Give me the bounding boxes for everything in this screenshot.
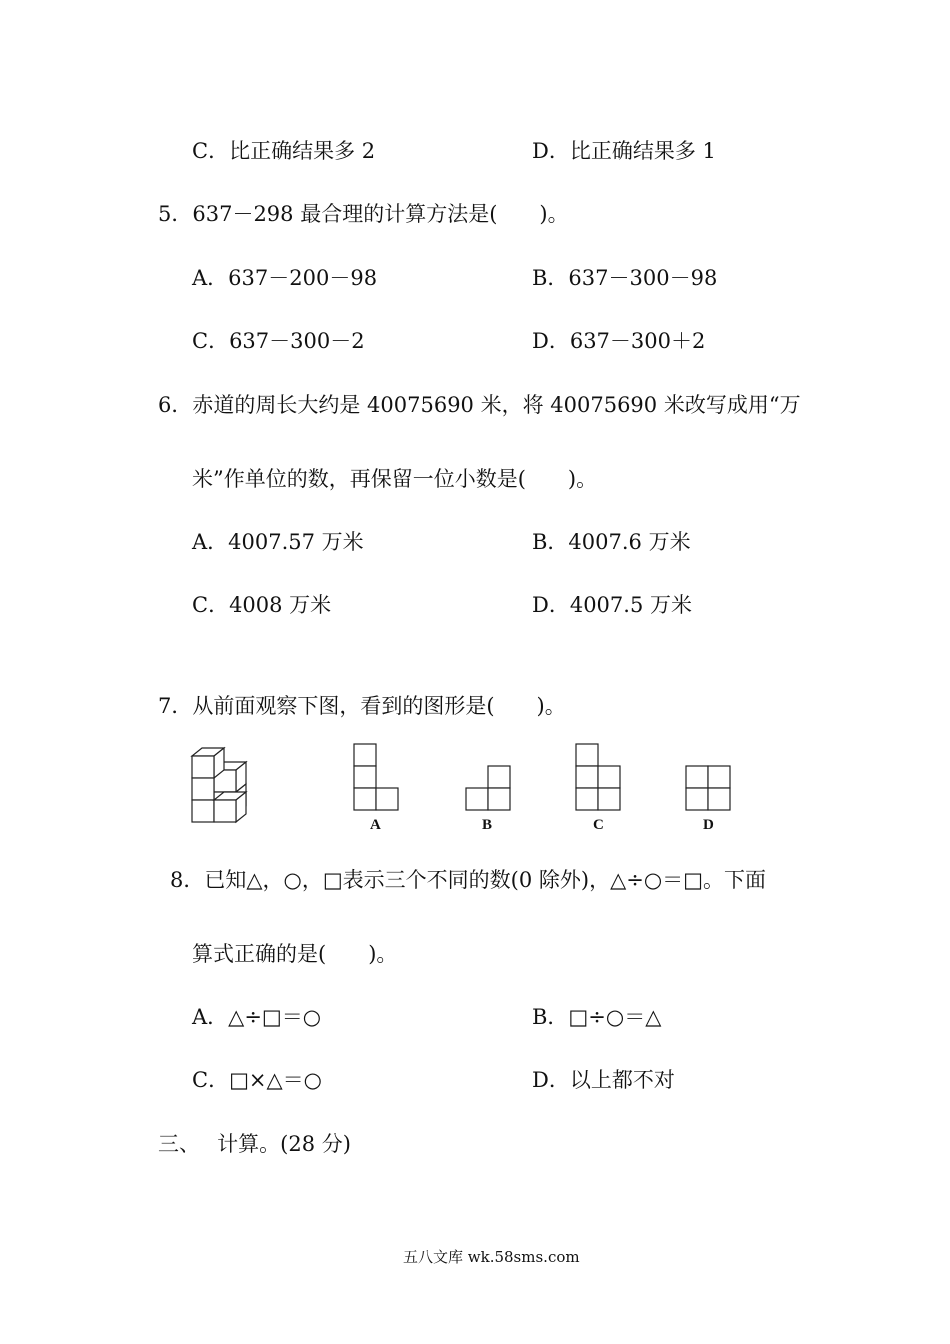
q7-label-d: D	[703, 817, 714, 833]
q8-stem-line2: 算式正确的是( )。	[192, 942, 398, 966]
q7-option-b-figure	[464, 764, 514, 812]
q6-option-d: D．4007.5 万米	[532, 593, 692, 617]
q7-stem: 7．从前面观察下图，看到的图形是( )。	[158, 694, 566, 718]
q7-option-a-figure	[352, 742, 402, 812]
q6-option-c: C．4008 万米	[192, 593, 332, 617]
q6-stem-line1: 6．赤道的周长大约是 40075690 米，将 40075690 米改写成用“万	[158, 393, 801, 417]
q7-option-c-figure	[574, 742, 624, 812]
q7-option-d-figure	[684, 764, 734, 812]
q5-option-d: D．637－300＋2	[532, 329, 706, 353]
q5-option-a: A．637－200－98	[192, 266, 378, 290]
q7-label-a: A	[370, 817, 381, 833]
page-footer: 五八文库 wk.58sms.com	[403, 1248, 580, 1266]
q8-option-a: A．△÷□＝○	[192, 1005, 322, 1029]
q7-label-b: B	[482, 817, 493, 833]
q5-option-b: B．637－300－98	[532, 266, 718, 290]
q5-option-c: C．637－300－2	[192, 329, 365, 353]
q8-option-b: B．□÷○＝△	[532, 1005, 662, 1029]
q8-stem-line1: 8．已知△，○，□表示三个不同的数(0 除外)，△÷○＝□。下面	[170, 868, 767, 892]
q6-option-a: A．4007.57 万米	[192, 530, 364, 554]
section-3-title: 三、 计算。(28 分)	[158, 1132, 351, 1156]
q8-option-d: D．以上都不对	[532, 1068, 675, 1092]
q5-stem: 5．637－298 最合理的计算方法是( )。	[158, 202, 569, 226]
q7-cube-stack-figure	[186, 746, 258, 828]
q4-option-d: D．比正确结果多 1	[532, 139, 716, 163]
q6-stem-line2: 米”作单位的数，再保留一位小数是( )。	[192, 467, 598, 491]
q7-label-c: C	[593, 817, 604, 833]
q4-option-c: C．比正确结果多 2	[192, 139, 376, 163]
q8-option-c: C．□×△＝○	[192, 1068, 322, 1092]
q6-option-b: B．4007.6 万米	[532, 530, 691, 554]
